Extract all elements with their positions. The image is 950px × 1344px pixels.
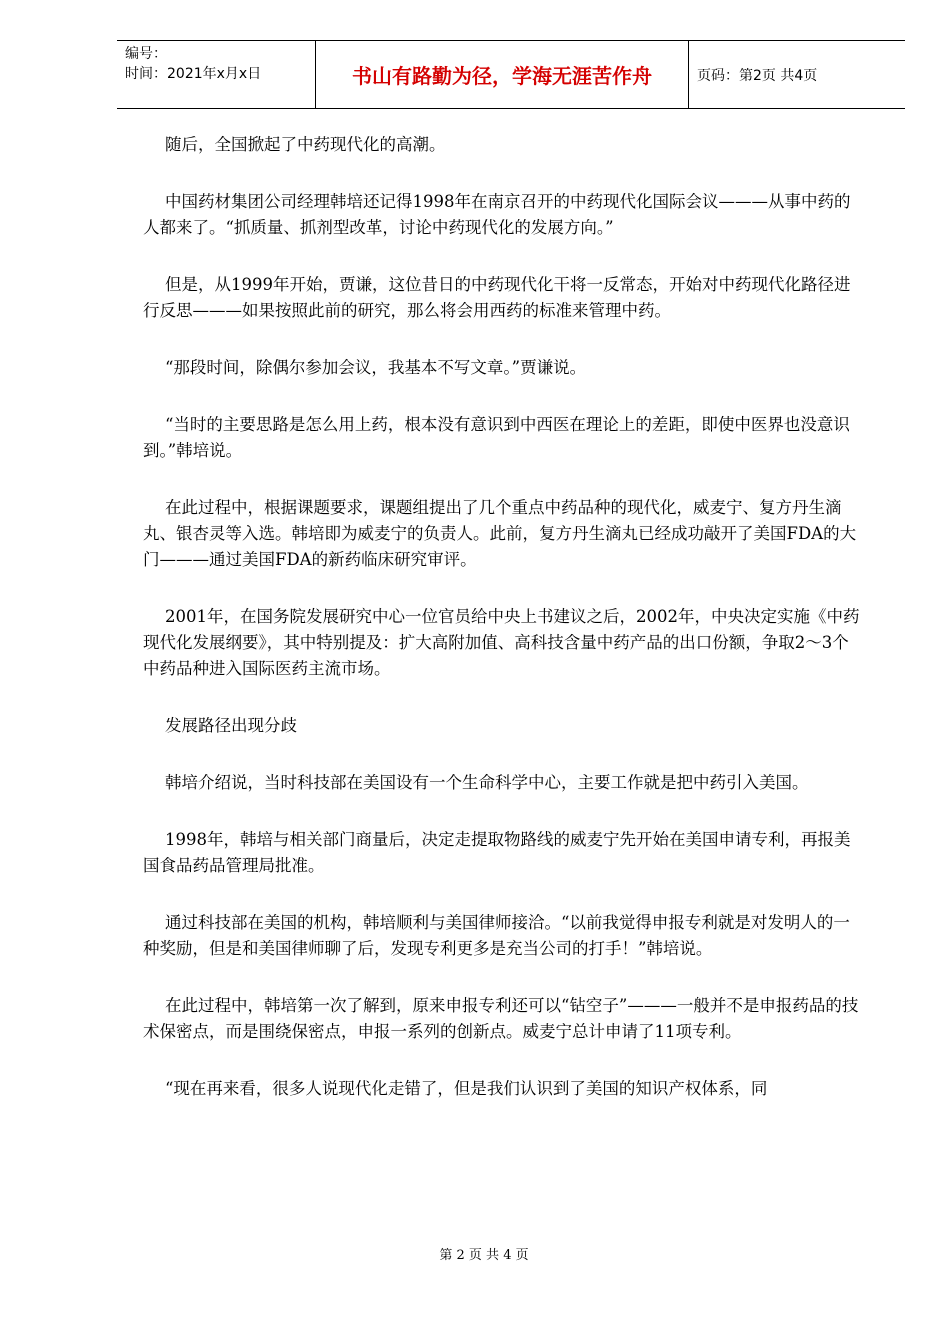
paragraph: 随后，全国掀起了中药现代化的高潮。 (165, 135, 446, 154)
document-date: 时间：2021年x月x日 (125, 66, 262, 82)
paragraph: 但是，从1999年开始，贾谦，这位昔日的中药现代化干将一反常态，开始对中药现代化路径进行反思———如果按照此前的研究，那么将会用西药的标准来管理中药。 (143, 275, 851, 320)
paragraph: 中国药材集团公司经理韩培还记得1998年在南京召开的中药现代化国际会议———从事中药的人都来了。“抓质量、抓剂型改革，讨论中药现代化的发展方向。” (143, 192, 851, 237)
header-page-number: 页码：第2页 共4页 (697, 67, 818, 84)
paragraph: “现在再来看，很多人说现代化走错了，但是我们认识到了美国的知识产权体系，同 (165, 1079, 768, 1098)
paragraph: 通过科技部在美国的机构，韩培顺利与美国律师接洽。“以前我觉得申报专利就是对发明人的一种奖励，但是和美国律师聊了后，发现专利更多是充当公司的打手！”韩培说。 (143, 913, 850, 958)
header-meta (117, 41, 315, 108)
page-header (117, 40, 905, 109)
paragraph: “那段时间，除偶尔参加会议，我基本不写文章。”贾谦说。 (165, 358, 587, 377)
section-heading: 发展路径出现分歧 (165, 716, 297, 735)
paragraph: 在此过程中，韩培第一次了解到，原来申报专利还可以“钻空子”———一般并不是申报药品的技术保密点，而是围绕保密点，申报一系列的创新点。威麦宁总计申请了11项专利。 (143, 996, 859, 1041)
document-number: 编号： (125, 46, 167, 62)
document-body (143, 132, 863, 1133)
paragraph: 韩培介绍说，当时科技部在美国设有一个生命科学中心，主要工作就是把中药引入美国。 (165, 773, 809, 792)
page-footer: 第 2 页 共 4 页 (439, 1248, 529, 1263)
paragraph: “当时的主要思路是怎么用上药，根本没有意识到中西医在理论上的差距，即使中医界也没意识到。”韩培说。 (143, 415, 850, 460)
paragraph: 1998年，韩培与相关部门商量后，决定走提取物路线的威麦宁先开始在美国申请专利，再报美国食品药品管理局批准。 (143, 830, 851, 875)
paragraph: 在此过程中，根据课题要求，课题组提出了几个重点中药品种的现代化，威麦宁、复方丹生滴丸、银杏灵等入选。韩培即为威麦宁的负责人。此前，复方丹生滴丸已经成功敲开了美国FDA的大门———通过美国FDA的新药临床研究审评。 (143, 498, 857, 569)
paragraph: 2001年，在国务院发展研究中心一位官员给中央上书建议之后，2002年，中央决定实施《中药现代化发展纲要》，其中特别提及：扩大高附加值、高科技含量中药产品的出口份额，争取2～3个中药品种进入国际医药主流市场。 (143, 607, 860, 678)
header-motto: 书山有路勤为径，学海无涯苦作舟 (315, 41, 689, 108)
